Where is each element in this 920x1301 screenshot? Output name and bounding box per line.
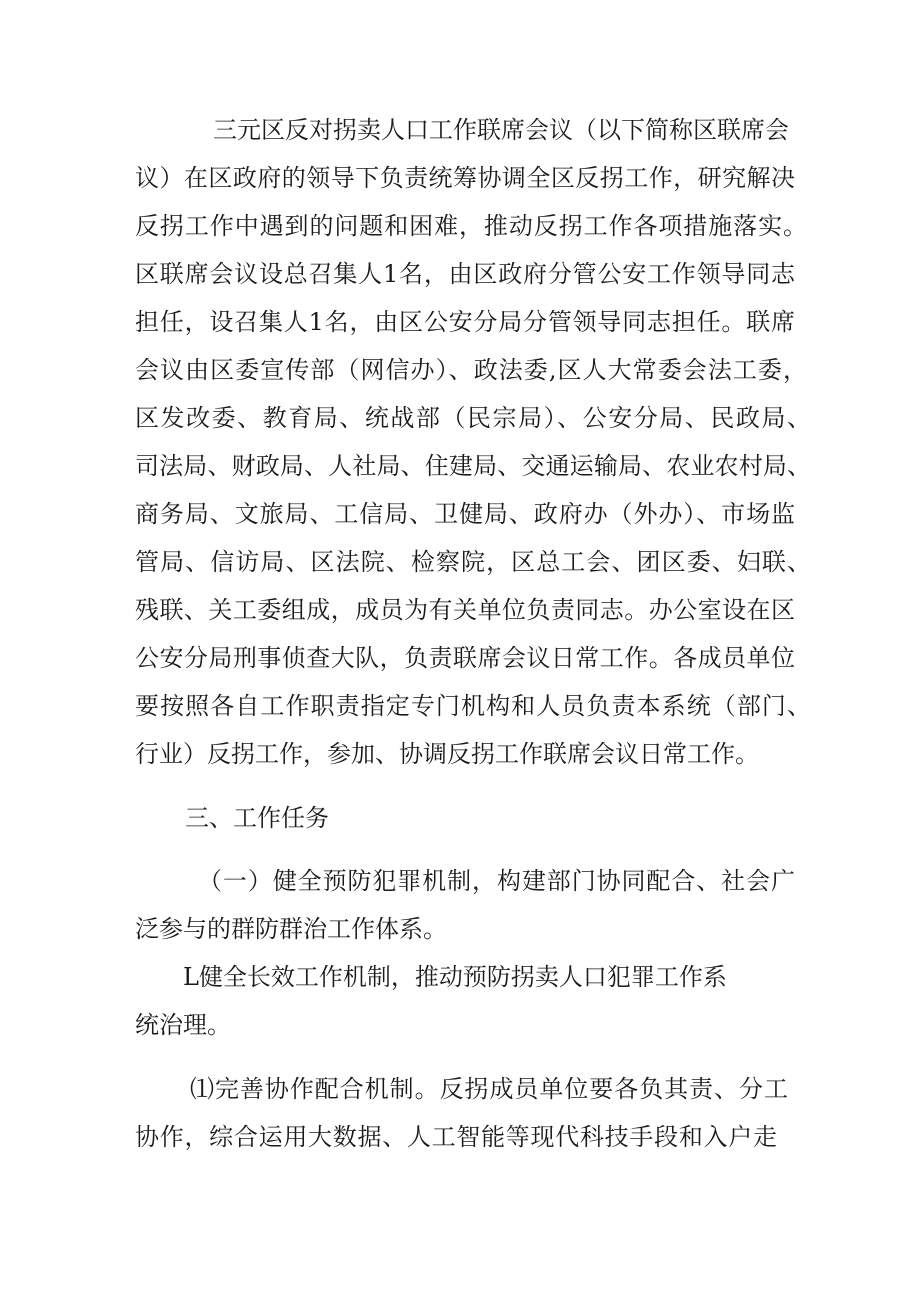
section-heading: 三、工作任务 [185,804,329,832]
item-1-line-1: L健全长效工作机制，推动预防拐卖人口犯罪工作系 [183,963,727,991]
item-1-1-line-1: ⑴完善协作配合机制。反拐成员单位要各负其责、分工 [190,1075,788,1103]
intro-line-11: 残联、关工委组成，成员为有关单位负责同志。办公室设在区 [135,596,795,624]
subsection-1-line-1: （一）健全预防犯罪机制，构建部门协同配合、社会广 [198,867,795,895]
subsection-1-line-2: 泛参与的群防群治工作体系。 [135,915,447,943]
intro-line-2: 议）在区政府的领导下负责统筹协调全区反拐工作，研究解决 [135,164,795,192]
intro-line-13: 要按照各自工作职责指定专门机构和人员负责本系统（部门、 [135,692,811,720]
intro-line-3: 反拐工作中遇到的问题和困难，推动反拐工作各项措施落实。 [135,212,807,240]
intro-line-7: 区发改委、教育局、统战部（民宗局）、公安分局、民政局、 [135,404,811,432]
intro-line-1: 三元区反对拐卖人口工作联席会议（以下简称区联席会 [213,116,789,144]
intro-line-4: 区联席会议设总召集人1名，由区政府分管公安工作领导同志 [135,260,795,288]
intro-line-12: 公安分局刑事侦查大队，负责联席会议日常工作。各成员单位 [135,644,795,672]
intro-line-6: 会议由区委宣传部（网信办）、政法委,区人大常委会法工委， [135,356,807,384]
intro-line-14: 行业）反拐工作，参加、协调反拐工作联席会议日常工作。 [135,740,759,768]
intro-line-10: 管局、信访局、区法院、检察院，区总工会、团区委、妇联、 [135,548,811,576]
intro-line-5: 担任，设召集人1名，由区公安分局分管领导同志担任。联席 [135,308,795,336]
item-1-line-2: 统治理。 [135,1011,231,1039]
intro-line-9: 商务局、文旅局、工信局、卫健局、政府办（外办）、市场监 [135,500,795,528]
item-1-1-line-2: 协作，综合运用大数据、人工智能等现代科技手段和入户走 [135,1123,777,1151]
intro-line-8: 司法局、财政局、人社局、住建局、交通运输局、农业农村局、 [135,452,811,480]
